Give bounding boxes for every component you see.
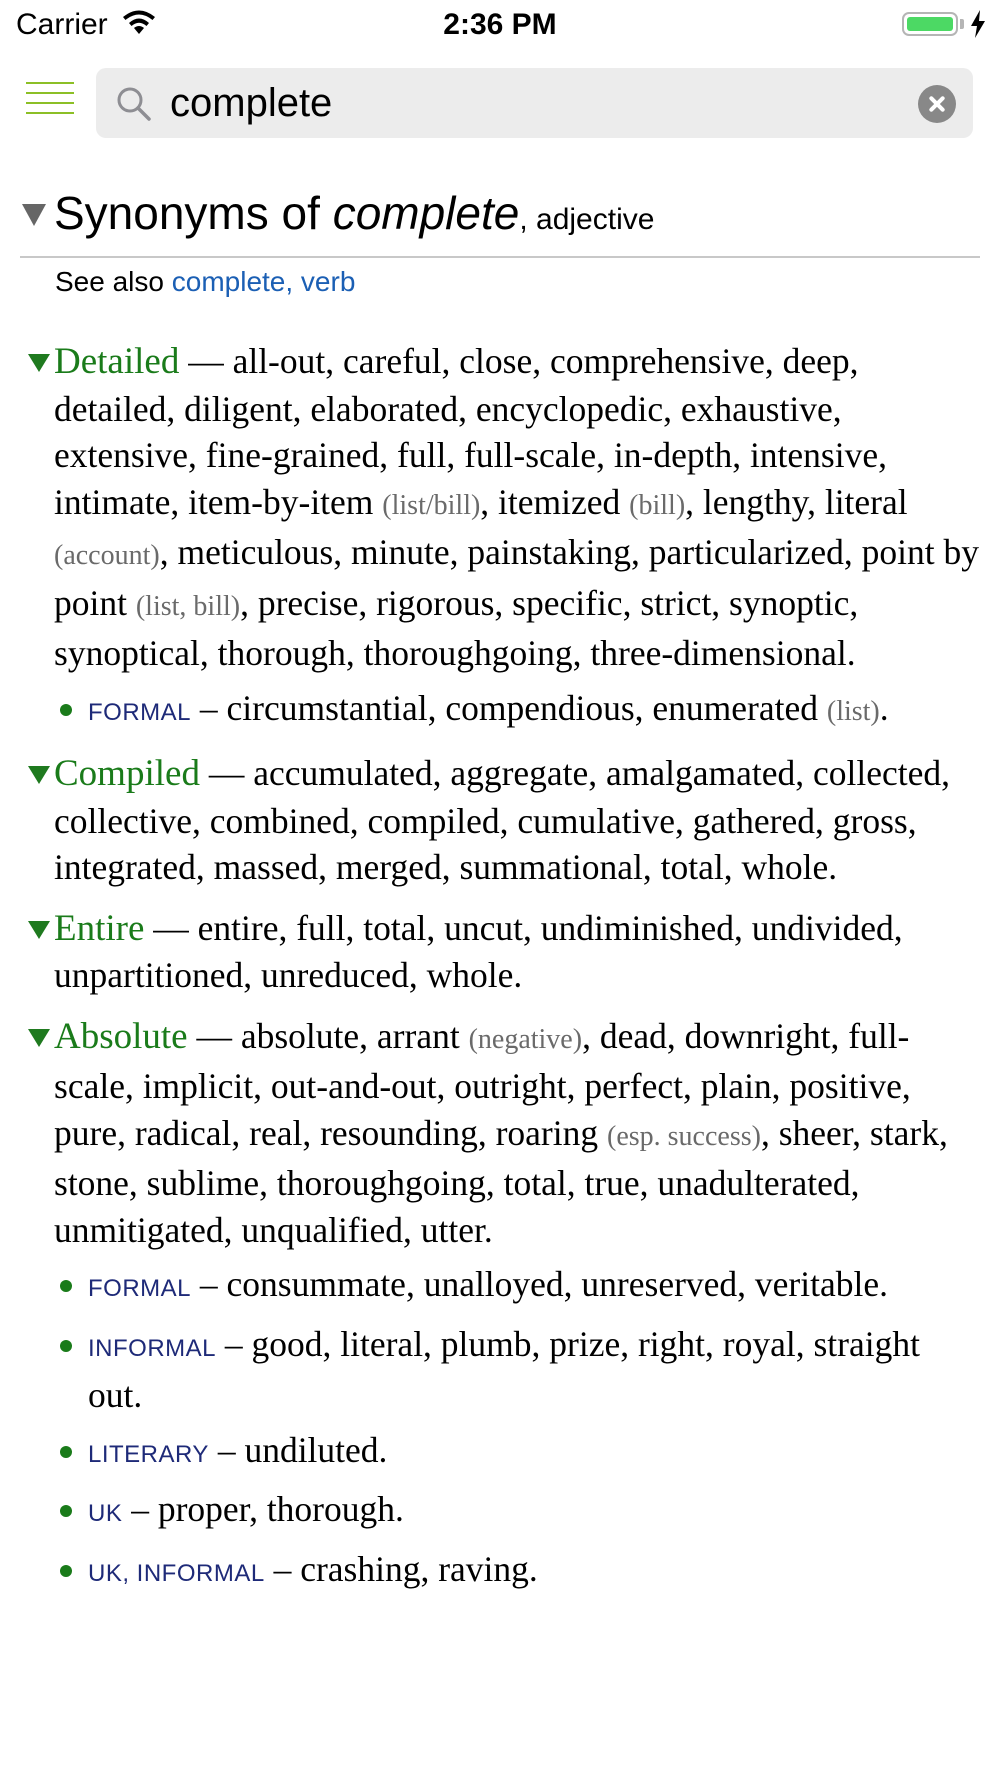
- synonym-words: , sheer, stark, stone, sublime, thoroughgoing, total, true, unadulterated, unmitigated, unqualified, utter.: [54, 1112, 948, 1250]
- see-also: [55, 266, 355, 298]
- synonym-words: , itemized: [480, 481, 630, 522]
- see-also-link[interactable]: complete, verb: [171, 266, 356, 297]
- synonym-words: — all-out, careful, close, comprehensive, deep, detailed, diligent, elaborated, encyclopedic, exhaustive, extensive, fine-grained, full, full-scale, in-depth, intensive, intimate, item-by-item: [54, 341, 887, 522]
- title-word: complete: [332, 187, 520, 239]
- synonym-entries: [0, 338, 1000, 1611]
- synonym-words: , lengthy, literal: [685, 481, 908, 522]
- synonym-entry: [0, 338, 1000, 736]
- register-item: [54, 1321, 980, 1419]
- sense-label[interactable]: Compiled: [54, 753, 200, 794]
- bullet-icon: [60, 1505, 72, 1517]
- page-title: [54, 186, 654, 240]
- carrier-label: Carrier: [16, 8, 108, 41]
- usage-note: (list): [826, 695, 880, 727]
- synonym-entry: [0, 905, 1000, 999]
- sense-label[interactable]: Absolute: [54, 1015, 188, 1057]
- bullet-icon: [60, 704, 72, 716]
- collapse-triangle-icon[interactable]: [22, 204, 46, 226]
- entry-spacer: [0, 1597, 1000, 1611]
- collapse-triangle-icon[interactable]: [28, 766, 50, 784]
- synonym-words: – undiluted.: [208, 1429, 388, 1470]
- bullet-icon: [60, 1446, 72, 1458]
- register-label: UK: [88, 1500, 123, 1527]
- register-label: FORMAL: [88, 1275, 192, 1302]
- section-header[interactable]: [20, 182, 980, 258]
- menu-button[interactable]: [24, 82, 76, 122]
- sense-label[interactable]: Detailed: [54, 341, 180, 382]
- synonym-words: — entire, full, total, uncut, undiminished, undivided, unpartitioned, unreduced, whole.: [54, 907, 903, 995]
- synonym-words: – good, literal, plumb, prize, right, royal, straight out.: [88, 1323, 920, 1415]
- title-part-of-speech: , adjective: [519, 203, 655, 236]
- usage-note: (esp. success): [607, 1120, 761, 1152]
- register-item: [54, 1546, 980, 1598]
- entry-spacer: [0, 736, 1000, 750]
- usage-note: (list/bill): [382, 489, 481, 521]
- usage-note: (bill): [629, 489, 686, 521]
- synonym-words: , precise, rigorous, specific, strict, synoptic, synoptical, thorough, thoroughgoing, three-dimensional.: [54, 582, 859, 673]
- bolt-icon: [970, 10, 986, 38]
- collapse-triangle-icon[interactable]: [28, 354, 50, 372]
- synonym-entry: [0, 750, 1000, 891]
- status-time: 2:36 PM: [443, 8, 557, 41]
- search-bar: [96, 68, 973, 138]
- sense-label[interactable]: Entire: [54, 907, 145, 949]
- bullet-icon: [60, 1340, 72, 1352]
- battery-tip: [960, 19, 964, 29]
- bullet-icon: [60, 1280, 72, 1292]
- battery-icon: [902, 12, 958, 36]
- register-list: [54, 685, 980, 737]
- search-icon: [114, 84, 154, 124]
- usage-note: (account): [54, 540, 160, 571]
- synonym-words: – proper, thorough.: [122, 1489, 404, 1529]
- usage-note: (list, bill): [135, 590, 241, 622]
- status-bar: [0, 0, 1000, 50]
- synonym-words-end: .: [879, 687, 889, 728]
- register-item: [54, 1261, 980, 1313]
- synonym-words: , meticulous, minute, painstaking, particularized, point by point: [54, 532, 979, 623]
- collapse-triangle-icon[interactable]: [28, 1029, 50, 1047]
- register-item: [54, 685, 980, 737]
- search-input[interactable]: [170, 76, 900, 130]
- title-prefix: Synonyms of: [54, 187, 333, 239]
- collapse-triangle-icon[interactable]: [28, 921, 50, 939]
- register-label: FORMAL: [88, 698, 192, 726]
- synonym-entry: [0, 1013, 1000, 1598]
- register-label: INFORMAL: [88, 1334, 217, 1362]
- entry-spacer: [0, 891, 1000, 905]
- synonym-words: — absolute, arrant: [187, 1015, 469, 1056]
- usage-note: (negative): [468, 1023, 583, 1055]
- register-label: UK, INFORMAL: [88, 1559, 265, 1587]
- register-item: [54, 1427, 980, 1479]
- synonym-words: – consummate, unalloyed, unreserved, veritable.: [191, 1264, 888, 1304]
- synonym-words: , dead, downright, full-scale, implicit, out-and-out, outright, perfect, plain, positive, pure, radical, real, resounding, roaring: [54, 1015, 911, 1153]
- clear-icon[interactable]: [918, 85, 956, 123]
- bullet-icon: [60, 1565, 72, 1577]
- register-list: [54, 1261, 980, 1597]
- synonym-words: – circumstantial, compendious, enumerated: [191, 687, 827, 728]
- register-item: [54, 1486, 980, 1538]
- synonym-words: – crashing, raving.: [264, 1548, 538, 1589]
- battery-level: [907, 17, 953, 31]
- entry-spacer: [0, 999, 1000, 1013]
- synonym-words: — accumulated, aggregate, amalgamated, collected, collective, combined, compiled, cumulative, gathered, gross, integrated, massed, merged, summational, total, whole.: [54, 753, 951, 887]
- register-label: LITERARY: [88, 1440, 209, 1468]
- see-also-label: See also: [55, 266, 172, 297]
